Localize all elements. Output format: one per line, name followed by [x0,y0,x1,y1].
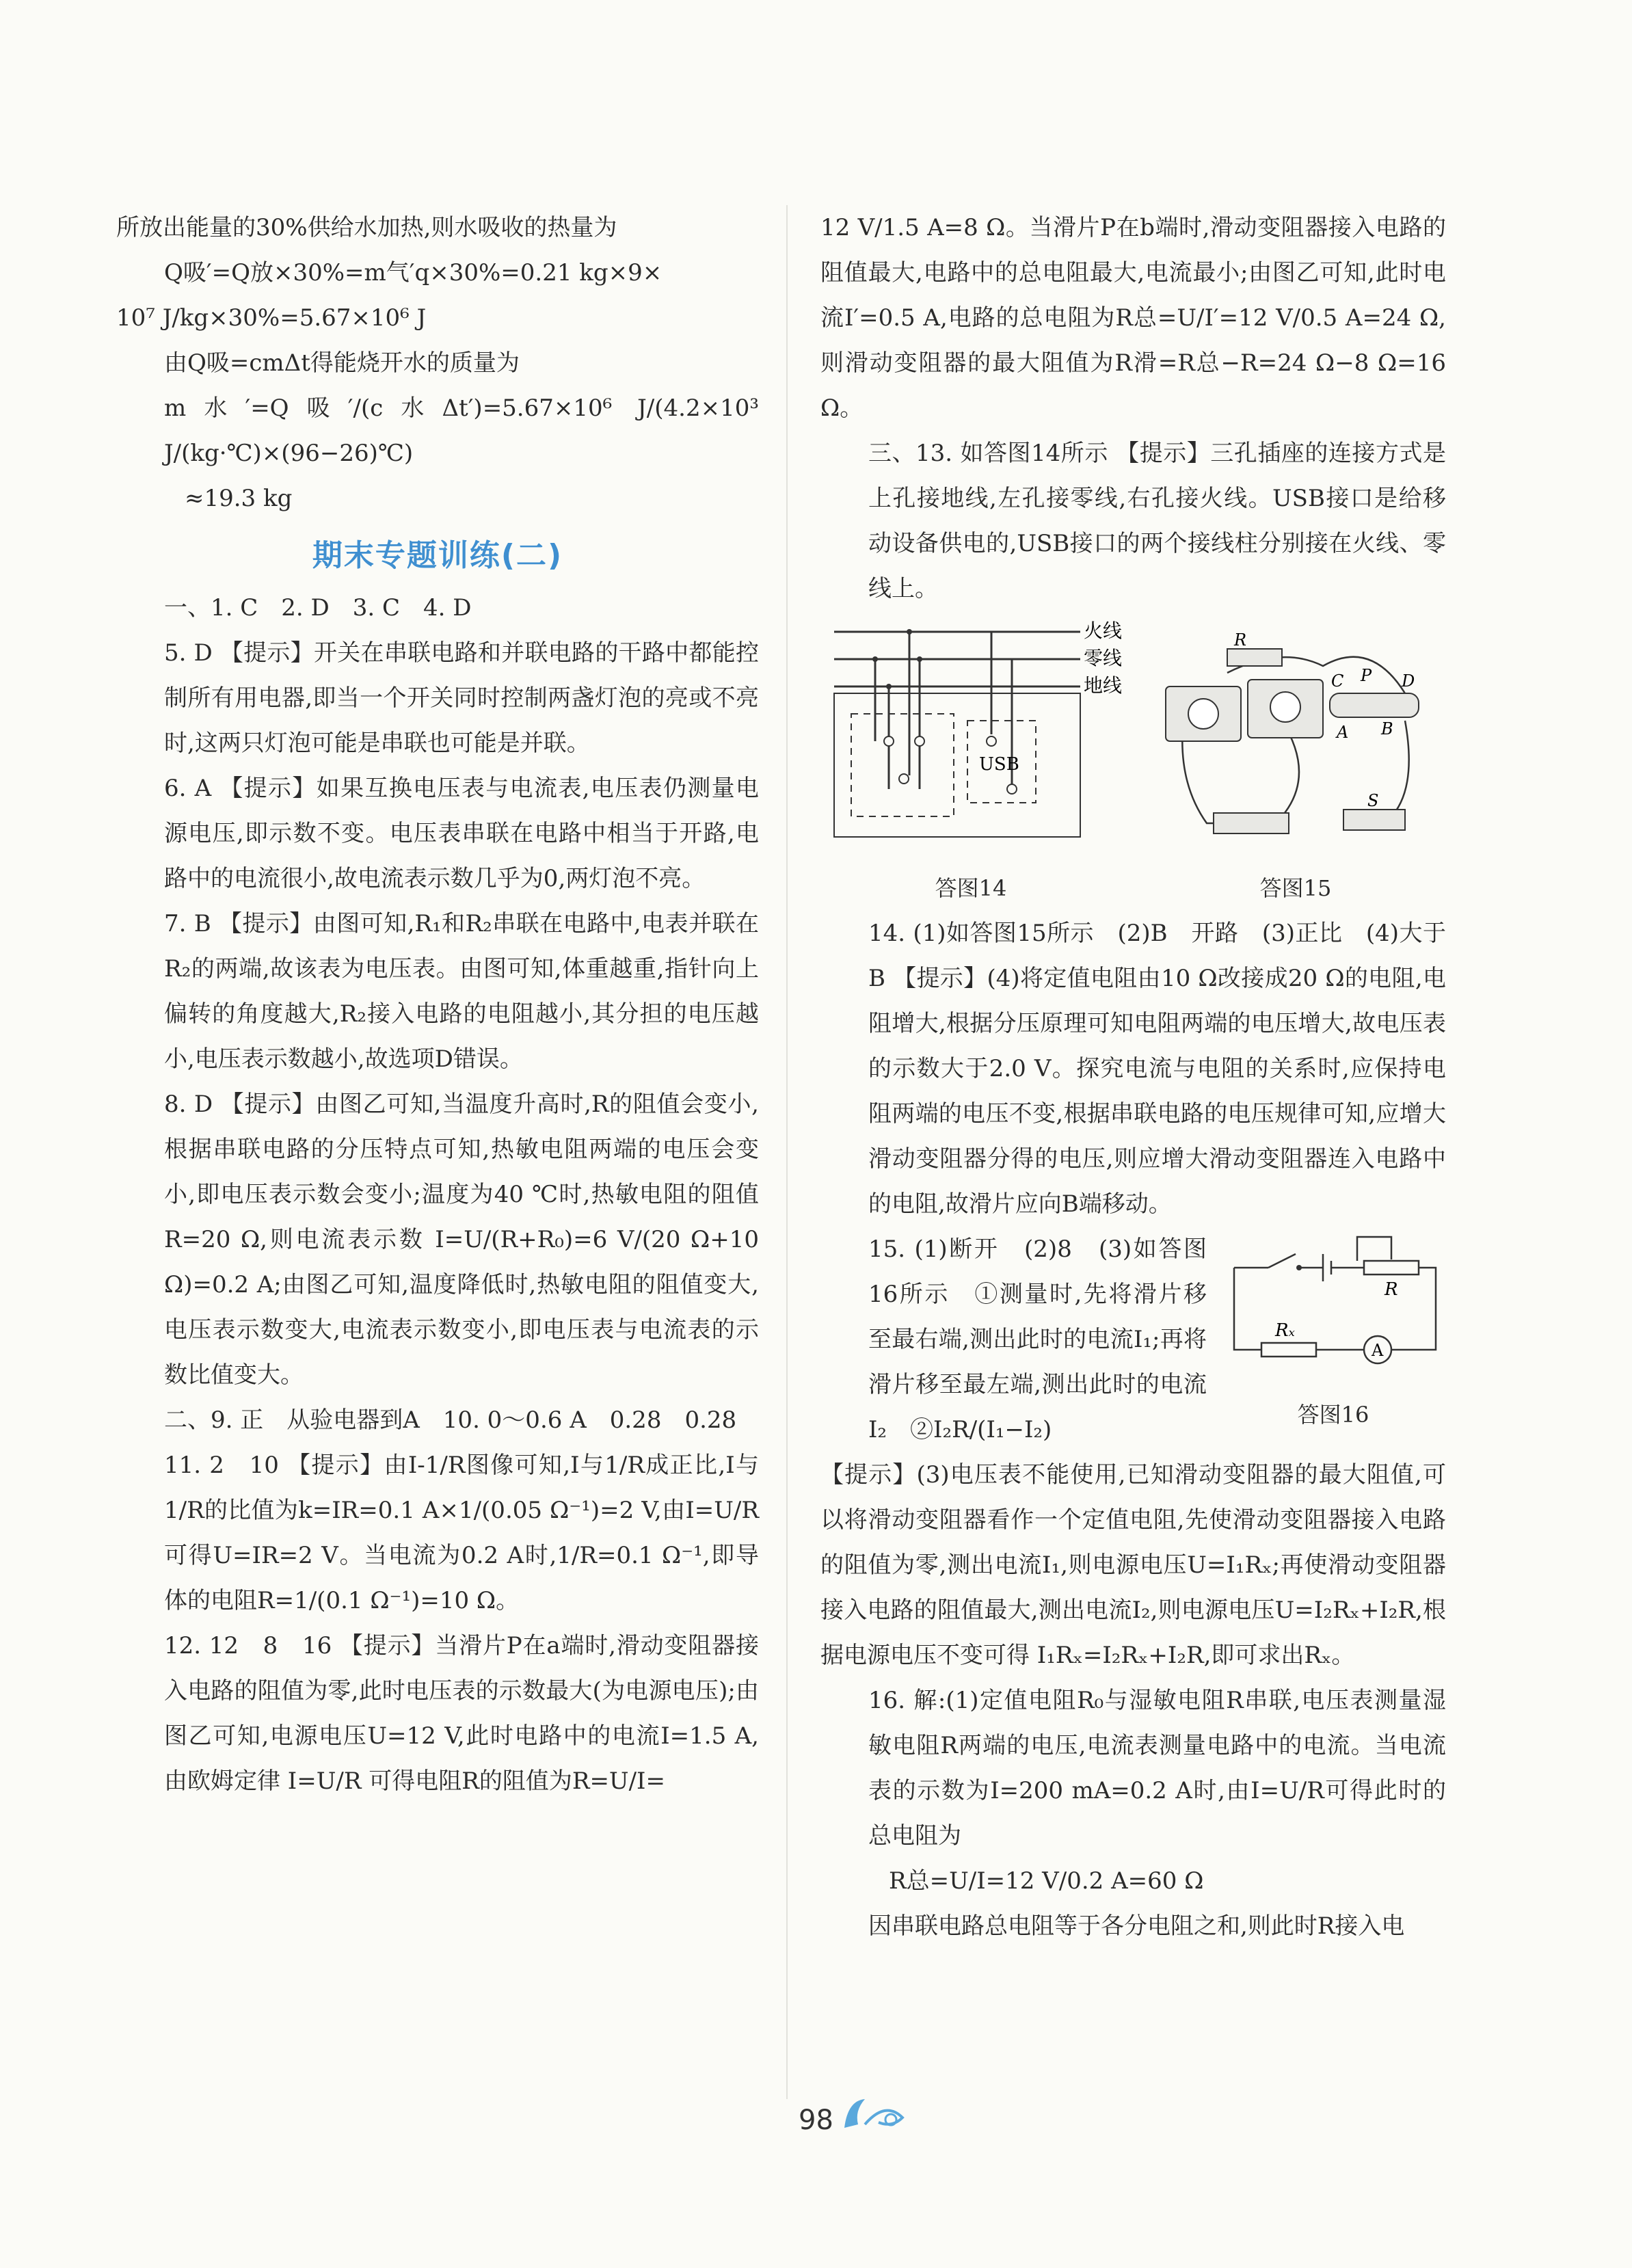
label-usb: USB [979,754,1019,775]
answer-item: 二、9. 正 从验电器到A 10. 0～0.6 A 0.28 0.28 [164,1406,737,1434]
right-column [820,205,1469,1949]
label-d: D [1402,671,1415,691]
label-neutral-wire: 零线 [1084,647,1121,669]
label-s: S [1367,791,1379,810]
label-ammeter: A [1372,1341,1384,1360]
figure-row [820,618,1446,911]
circuit-photo-diagram [1145,618,1446,851]
section-title: 期末专题训练(二) [312,538,563,573]
answer-item: 8. D 【提示】由图乙可知,当温度升高时,R的阻值会变小,根据串联电路的分压特点可知,热敏电阻两端的电压会变小,即电压表示数会变小;温度为40 ℃时,热敏电阻的阻值R=20 Ω,则电流表示数 I=U/(R+R₀)=6 V/(20 Ω+10 Ω)=0.2 A;由图乙可知,温度降低时,热敏电阻的阻值变大,电压表示数变大,电流表示数变小,即电压表与电流表的示数比值变大。 [164,1091,759,1389]
swirl-ornament-icon [838,2094,913,2135]
text-line: 所放出能量的30%供给水加热,则水吸收的热量为 [116,214,617,241]
label-r: R [1384,1279,1398,1300]
text-line: 由Q吸=cmΔt得能烧开水的质量为 [164,349,520,377]
label-ground-wire: 地线 [1084,674,1121,697]
label-r: R [1234,630,1247,650]
label-p: P [1361,666,1372,685]
left-column [116,205,759,1804]
formula-line: m水′=Q吸′/(c水Δt′)=5.67×10⁶ J/(4.2×10³ J/(kg·℃)×(96−26)℃) [164,395,759,467]
formula-line: 10⁷ J/kg×30%=5.67×10⁶ J [116,304,427,332]
answer-item: 12. 12 8 16 【提示】当滑片P在a端时,滑动变阻器接入电路的阻值为零,此时电压表的示数最大(为电源电压);由图乙可知,电源电压U=12 V,此时电路中的电流I=1.5 A,由欧姆定律 I=U/R 可得电阻R的阻值为R=U/I= [164,1632,759,1795]
label-b: B [1381,719,1393,738]
answer-item: 一、1. C 2. D 3. C 4. D [164,594,472,622]
answer-item: 15. (1)断开 (2)8 (3)如答图16所示 ①测量时,先将滑片移至最右端,测出此时的电流I₁;再将滑片移至最左端,测出此时的电流I₂ ②I₂R/(I₁−I₂) [868,1236,1207,1443]
label-a: A [1337,723,1349,742]
answer-item: 因串联电路总电阻等于各分电阻之和,则此时R接入电 [868,1912,1405,1940]
answer-item: 11. 2 10 【提示】由I-1/R图像可知,I与1/R成正比,I与1/R的比值为k=IR=0.1 A×1/(0.05 Ω⁻¹)=2 V,由I=U/R可得U=IR=2 V。当电流为0.2 A时,1/R=0.1 Ω⁻¹,即导体的电阻R=1/(0.1 Ω⁻¹)=10 Ω。 [164,1452,759,1614]
figure-caption: 答图16 [1297,1402,1369,1428]
answer-item: 12 V/1.5 A=8 Ω。当滑片P在b端时,滑动变阻器接入电路的阻值最大,电路中的总电阻最大,电流最小;由图乙可知,此时电流I′=0.5 A,电路的总电阻为R总=U/I′=12 V/0.5 A=24 Ω,则滑动变阻器的最大阻值为R滑=R总−R=24 Ω−8 Ω=16 Ω。 [820,214,1446,422]
figure-caption: 答图14 [935,875,1007,901]
answer-item: 【提示】(3)电压表不能使用,已知滑动变阻器的最大阻值,可以将滑动变阻器看作一个定值电阻,先使滑动变阻器接入电路的阻值为零,测出电流I₁,则电源电压U=I₁Rₓ;再使滑动变阻器接入电路的阻值最大,测出电流I₂,则电源电压U=I₂Rₓ+I₂R,根据电源电压不变可得 I₁Rₓ=I₂Rₓ+I₂R,即可求出Rₓ。 [820,1461,1446,1669]
formula-line: ≈19.3 kg [185,485,293,512]
figure-14 [820,618,1121,911]
figure-caption: 答图15 [1259,875,1332,901]
answer-item: 14. (1)如答图15所示 (2)B 开路 (3)正比 (4)大于 B 【提示】(4)将定值电阻由10 Ω改接成20 Ω的电阻,电阻增大,根据分压原理可知电阻两端的电压增大,故电压表的示数大于2.0 V。探究电流与电阻的关系时,应保持电阻两端的电压不变,根据串联电路的电压规律可知,应增大滑动变阻器分得的电压,则应增大滑动变阻器连入电路中的电阻,故滑片应向B端移动。 [868,920,1469,1218]
answer-item: 5. D 【提示】开关在串联电路和并联电路的干路中都能控制所有用电器,即当一个开关同时控制两盏灯泡的亮或不亮时,这两只灯泡可能是串联也可能是并联。 [164,639,759,757]
answer-item: 7. B 【提示】由图可知,R₁和R₂串联在电路中,电表并联在R₂的两端,故该表为电压表。由图可知,体重越重,指针向上偏转的角度越大,R₂接入电路的电阻越小,其分担的电压越小,电压表示数越小,故选项D错误。 [164,910,759,1073]
column-separator [786,205,788,2099]
answer-item: 6. A 【提示】如果互换电压表与电流表,电压表仍测量电源电压,即示数不变。电压表串联在电路中相当于开路,电路中的电流很小,故电流表示数几乎为0,两灯泡不亮。 [164,775,759,892]
formula-line: R总=U/I=12 V/0.2 A=60 Ω [889,1867,1204,1895]
circuit-diagram [1220,1227,1446,1377]
label-live-wire: 火线 [1084,619,1121,642]
formula-line: Q吸′=Q放×30%=m气′q×30%=0.21 kg×9× [164,259,663,286]
answer-item: 16. 解:(1)定值电阻R₀与湿敏电阻R串联,电压表测量湿敏电阻R两端的电压,电流表测量电路中的电流。当电流表的示数为I=200 mA=0.2 A时,由I=U/R可得此时的总电阻为 [868,1687,1446,1850]
label-rx: Rₓ [1275,1320,1295,1341]
wiring-diagram [820,618,1121,851]
label-c: C [1331,671,1344,691]
page-number: 98 [799,2105,833,2136]
figure-16 [1220,1227,1446,1437]
figure-15 [1145,618,1446,911]
answer-item: 三、13. 如答图14所示 【提示】三孔插座的连接方式是上孔接地线,左孔接零线,右孔接火线。USB接口是给移动设备供电的,USB接口的两个接线柱分别接在火线、零线上。 [868,440,1446,602]
